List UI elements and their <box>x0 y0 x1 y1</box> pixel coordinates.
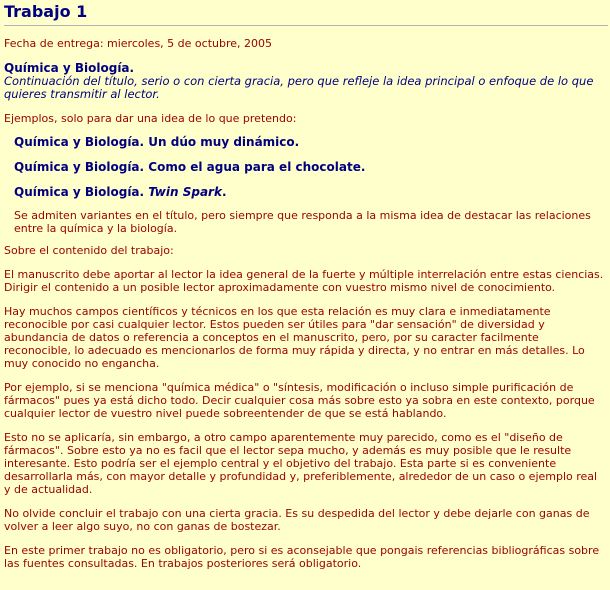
example-title-3-after: . <box>221 185 227 199</box>
variants-note: Se admiten variantes en el título, pero siempre que responda a la misma idea de destacar las relaciones entre la química y la biología. <box>14 209 591 235</box>
paragraph-1b: Dirigir el contenido a un posible lector aproximadamente con vuestro mismo nivel de conocimiento. <box>4 281 556 294</box>
title-divider <box>4 25 608 26</box>
content-heading: Sobre el contenido del trabajo: <box>4 244 174 257</box>
example-title-1: Química y Biología. Un dúo muy dinámico. <box>14 135 300 149</box>
page-title: Trabajo 1 <box>4 2 88 21</box>
subject-title: Química y Biología. <box>4 61 135 75</box>
paragraph-5: No olvide concluir el trabajo con una cierta gracia. Es su despedida del lector y debe dejarle con ganas de volver a leer algo suyo, no con ganas de bostezar. <box>4 507 590 533</box>
subject-description: Continuación del título, serio o con cierta gracia, pero que refleje la idea principal o enfoque de lo que quieres transmitir al lector. <box>4 74 594 101</box>
paragraph-3: Por ejemplo, si se menciona "química médica" o "síntesis, modificación o incluso simple purificación de fármacos" pues ya está dicho todo. Decir cualquier cosa más sobre esto ya sobra en este contexto, porque cualquier lector de vuestro nivel puede sobreentender de que se está hablando. <box>4 381 595 420</box>
example-title-3 <box>14 185 606 199</box>
due-date: Fecha de entrega: miercoles, 5 de octubre, 2005 <box>4 37 272 50</box>
example-title-3-italic: Twin Spark <box>148 185 222 199</box>
example-title-2: Química y Biología. Como el agua para el chocolate. <box>14 160 366 174</box>
paragraph-4: Esto no se aplicaría, sin embargo, a otro campo aparentemente muy parecido, como es el "diseño de fármacos". Sobre esto ya no es facil que el lector sepa mucho, y además es muy posible que le resulte interesante. Esto podría ser el ejemplo central y el objetivo del trabajo. Esta parte si es conveniente desarrollarla más, con mayor detalle y profundidad y, preferiblemente, alrededor de un caso o ejemplo real y de actualidad. <box>4 431 598 496</box>
paragraph-1a: El manuscrito debe aportar al lector la idea general de la fuerte y múltiple interrelación entre estas ciencias. <box>4 268 604 281</box>
paragraph-2: Hay muchos campos científicos y técnicos en los que esta relación es muy clara e inmediatamente reconocible por casi cualquier lector. Estos pueden ser útiles para "dar sensación" de diversidad y abundancia de datos o referencia a conceptos en el manuscrito, pero, por su caracter facilmente reconocible, lo adecuado es mencionarlos de forma muy rápida y directa, y no entrar en más detalles. Lo muy conocido no engancha. <box>4 305 585 370</box>
example-title-3-main: Química y Biología. <box>14 185 149 199</box>
paragraph-6: En este primer trabajo no es obligatorio, pero si es aconsejable que pongais referencias bibliográficas sobre las fuentes consultadas. En trabajos posteriores será obligatorio. <box>4 544 600 570</box>
examples-intro: Ejemplos, solo para dar una idea de lo que pretendo: <box>4 112 297 125</box>
